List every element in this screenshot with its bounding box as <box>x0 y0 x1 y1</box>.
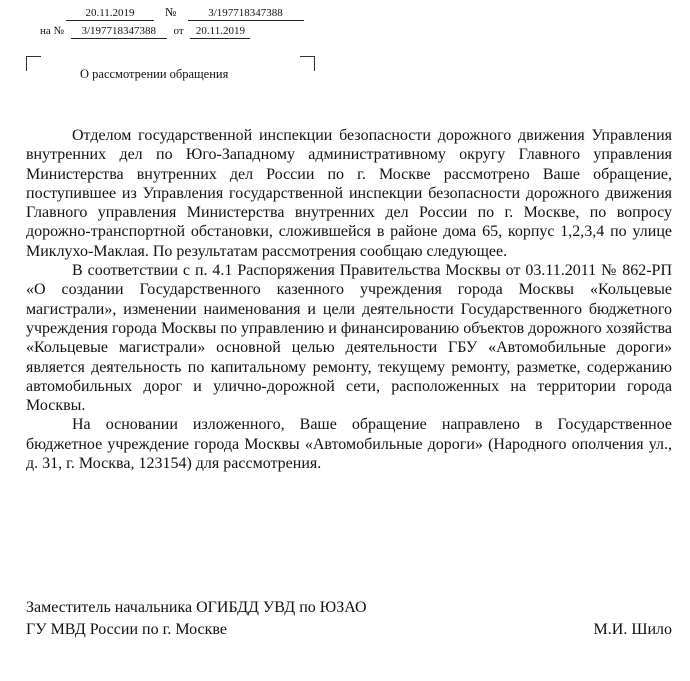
outgoing-date: 20.11.2019 <box>66 7 154 21</box>
outgoing-registration <box>66 6 304 21</box>
letter-body <box>26 126 672 473</box>
signer-position-line2: ГУ МВД России по г. Москве <box>26 621 227 638</box>
subject-bracket-left <box>26 56 41 71</box>
outgoing-number: 3/197718347388 <box>188 7 304 21</box>
reference-from-label: от <box>173 25 184 37</box>
reference-number: 3/197718347388 <box>71 25 167 39</box>
paragraph-3: На основании изложенного, Ваше обращение направлено в Государственное бюджетное учреждение города Москвы «Автомобильные дороги» (Народного ополчения ул., д. 31, г. Москва, 123154) для рассмотрения. <box>26 416 672 473</box>
number-sign: № <box>165 5 177 19</box>
paragraph-1: Отделом государственной инспекции безопасности дорожного движения Управления внутренних дел по Юго-Западному административному округу Главного управления Министерства внутренних дел России по г. Москве рассмотрено Ваше обращение, поступившее из Управления государственной инспекции безопасности дорожного движения Главного управления Министерства внутренних дел России по г. Москве, по вопросу дорожно-транспортной обстановки, сложившейся в районе дома 65, корпус 1,2,3,4 по улице Миклухо-Маклая. По результатам рассмотрения сообщаю следующее. <box>26 127 672 260</box>
reference-on-label: на № <box>40 25 65 37</box>
signer-name: М.И. Шило <box>593 621 672 638</box>
letter-subject: О рассмотрении обращения <box>80 67 229 81</box>
reference-date: 20.11.2019 <box>190 25 250 39</box>
subject-bracket-right <box>300 56 315 71</box>
paragraph-2: В соответствии с п. 4.1 Распоряжения Правительства Москвы от 03.11.2011 № 862-РП «О создании Государственного казенного учреждения города Москвы «Кольцевые магистрали», изменении наименования и цели деятельности Государственного бюджетного учреждения города Москвы по управлению и финансированию объектов дорожного хозяйства «Кольцевые магистрали» основной целью деятельности ГБУ «Автомобильные дороги» является деятельность по капитальному ремонту, текущему ремонту, разметке, содержанию автомобильных дорог и улично-дорожной сети, расположенных на территории города Москвы. <box>26 262 672 415</box>
incoming-reference <box>40 25 250 39</box>
signer-position-line1: Заместитель начальника ОГИБДД УВД по ЮЗАО <box>26 599 367 616</box>
